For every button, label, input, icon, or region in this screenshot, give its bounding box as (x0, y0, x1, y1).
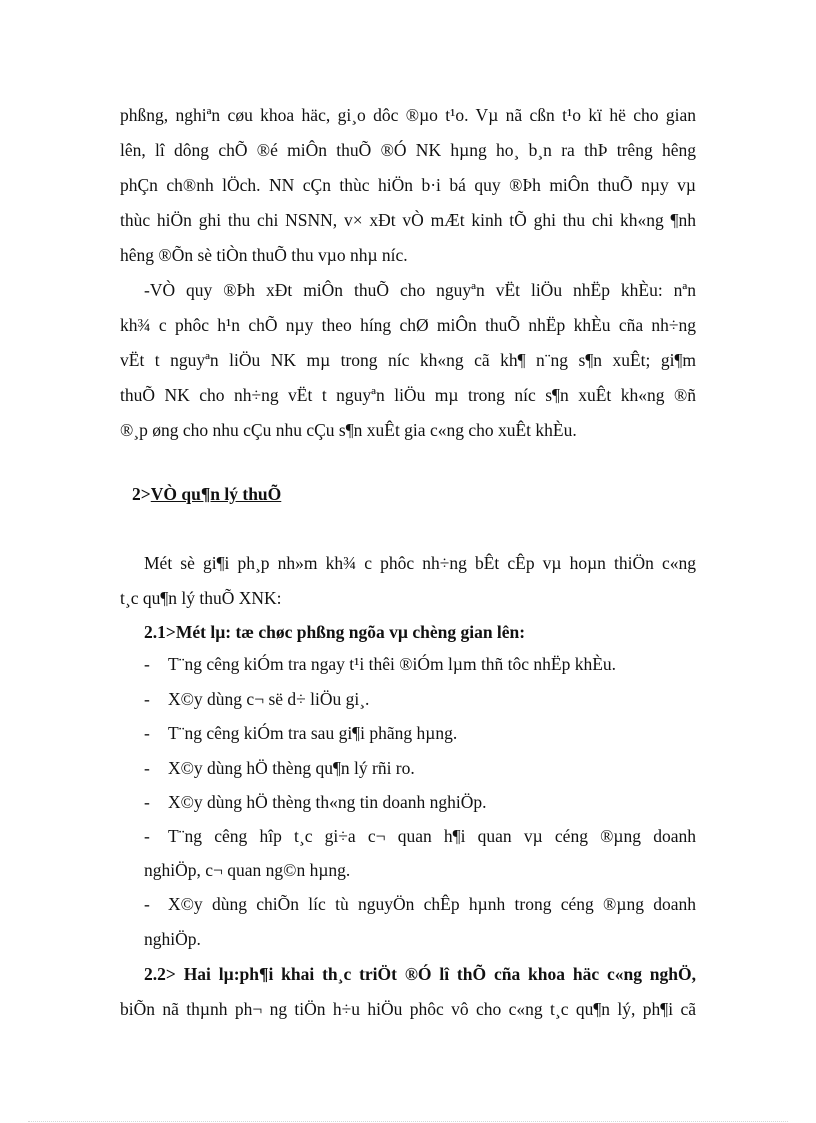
list-item (144, 790, 696, 814)
bullet-dash: - (144, 654, 150, 674)
list-item-continuation: nghiÖp. (144, 929, 201, 949)
list-item (144, 892, 696, 916)
paragraph-line: t¸c qu¶n lý thuÕ XNK: (120, 588, 282, 608)
list-item-text: X©y dùng hÖ thèng qu¶n lý rñi ro. (168, 758, 415, 778)
paragraph-line: -VÒ quy ®Þh xÐt miÔn thuÕ cho nguyªn vËt liÖu nhËp khÈu: nªn (144, 280, 696, 300)
bullet-dash: - (144, 689, 150, 709)
paragraph-line: ®¸p øng cho nhu cÇu nhu cÇu s¶n xuÊt gia c«ng cho xuÊt khÈu. (120, 420, 577, 440)
paragraph-line: Mét sè gi¶i ph¸p nh»m kh¾ c phôc nh÷ng bÊt cÊp vµ hoµn thiÖn c«ng (144, 553, 696, 573)
section-title: VÒ qu¶n lý thuÕ (150, 484, 282, 504)
bullet-dash: - (144, 758, 150, 778)
section-number: 2> (132, 484, 151, 504)
list-item-text: T¨ng cêng hîp t¸c gi÷a c¬ quan h¶i quan vµ céng ®µng doanh (168, 826, 696, 846)
list-item (144, 687, 696, 711)
list-item (144, 756, 696, 780)
list-item (144, 652, 696, 676)
list-item-text: T¨ng cêng kiÓm tra sau gi¶i phãng hµng. (168, 723, 458, 743)
paragraph-line: hêng ®Õn sè tiÒn thuÕ thu vµo nhµ níc. (120, 245, 408, 265)
bullet-dash: - (144, 792, 150, 812)
paragraph-line: thuÕ NK cho nh÷ng vËt t nguyªn liÖu mµ trong níc s¶n xuÊt kh«ng ®ñ (120, 385, 696, 405)
bullet-dash: - (144, 723, 150, 743)
list-item (144, 721, 696, 745)
bullet-dash: - (144, 826, 150, 846)
bullet-dash: - (144, 894, 150, 914)
list-item-text: T¨ng cêng kiÓm tra ngay t¹i thêi ®iÓm lµm thñ tôc nhËp khÈu. (168, 654, 617, 674)
paragraph-line: phßng, nghiªn cøu khoa häc, gi¸o dôc ®µo t¹o. Vµ nã cßn t¹o kï hë cho gian (120, 105, 696, 125)
section-heading (132, 482, 708, 506)
paragraph-line: thùc hiÖn ghi thu chi NSNN, v× xÐt vÒ mÆt kinh tÕ ghi thu chi kh«ng ¶nh (120, 210, 696, 230)
subsection-heading: 2.1>Mét lµ: tæ chøc phßng ngõa vµ chèng gian lên: (144, 622, 526, 642)
list-item-text: X©y dùng chiÕn líc tù nguyÖn chÊp hµnh trong céng ®µng doanh (168, 894, 696, 914)
list-item-continuation: nghiÖp, c¬ quan ng©n hµng. (144, 860, 351, 880)
list-item (144, 824, 696, 848)
paragraph-line: biÕn nã thµnh ph¬ ng tiÖn h÷u hiÖu phôc vô cho c«ng t¸c qu¶n lý, ph¶i cã (120, 999, 696, 1019)
subsection-heading: 2.2> Hai lµ:ph¶i khai th¸c triÖt ®Ó lî thÕ cña khoa häc c«ng nghÖ, (144, 964, 696, 984)
list-item-text: X©y dùng c¬ së d÷ liÖu gi¸. (168, 689, 370, 709)
paragraph-line: kh¾ c phôc h¹n chÕ nµy theo híng chØ miÔn thuÕ nhËp khÈu cña nh÷ng (120, 315, 696, 335)
list-item-text: X©y dùng hÖ thèng th«ng tin doanh nghiÖp. (168, 792, 487, 812)
paragraph-line: lên, lî dông chÕ ®é miÔn thuÕ ®Ó NK hµng ho¸ b¸n ra thÞ trêng hêng (120, 140, 696, 160)
paragraph-line: vËt t nguyªn liÖu NK mµ trong níc kh«ng cã kh¶ n¨ng s¶n xuÊt; gi¶m (120, 350, 696, 370)
page-bottom-rule (28, 1121, 788, 1122)
paragraph-line: phÇn ch®nh lÖch. NN cÇn thùc hiÖn b·i bá quy ®Þh miÔn thuÕ nµy vµ (120, 175, 696, 195)
